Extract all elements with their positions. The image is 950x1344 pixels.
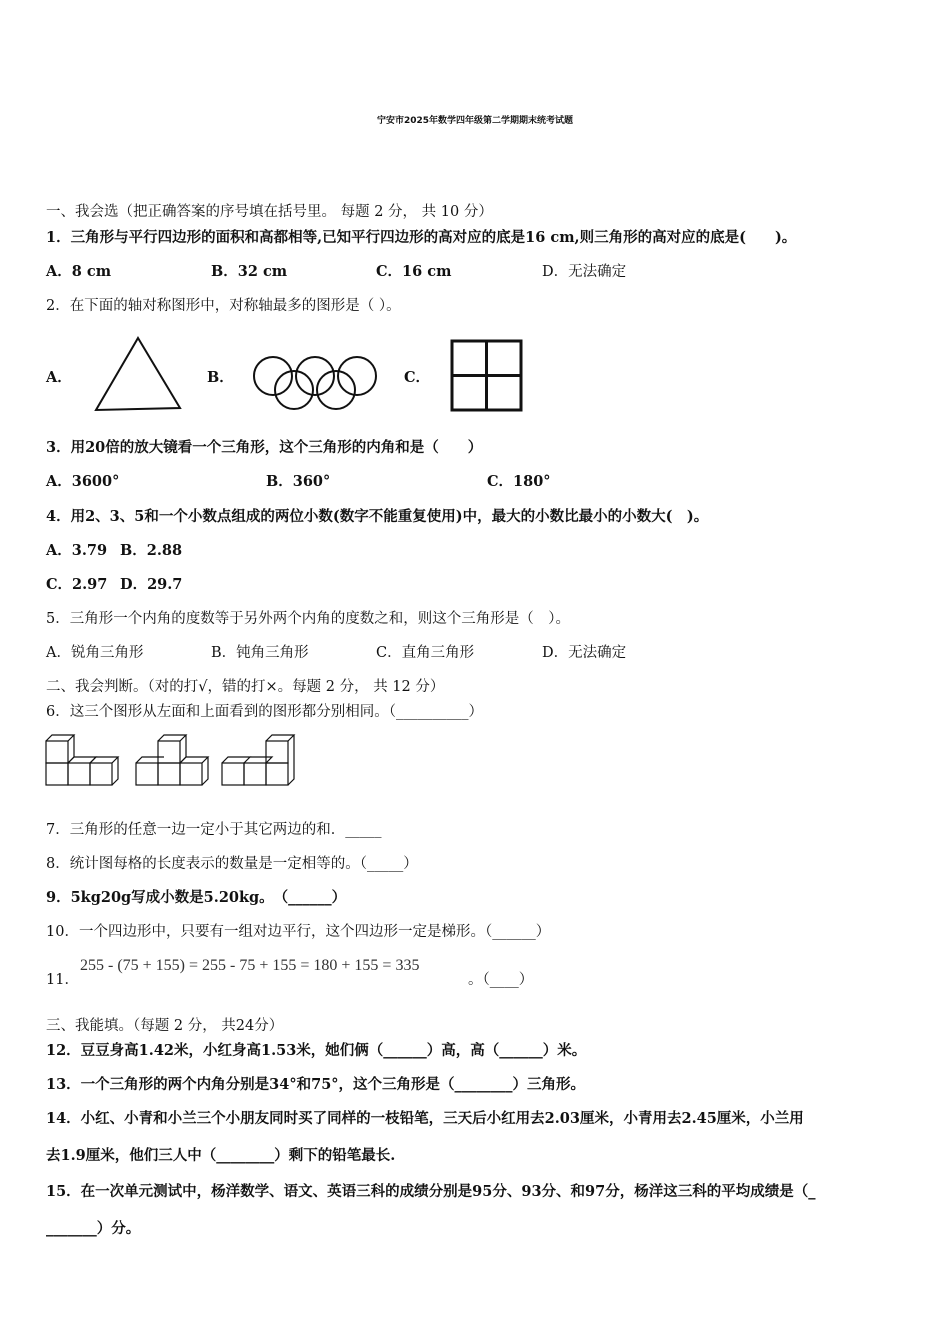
q4-option-a: A．3.79 <box>46 542 108 559</box>
q15-line-2: _______）分。 <box>46 1220 141 1237</box>
q3-option-c: C．180° <box>487 473 551 490</box>
q11-formula: 255 - (75 + 155) = 255 - 75 + 155 = 180 + 155 = 335 <box>80 957 420 974</box>
page-title: 宁安市2025年数学四年级第二学期期末统考试题 <box>376 116 574 126</box>
q5-option-c: C．直角三角形 <box>376 645 475 661</box>
q15-line-1: 15．在一次单元测试中，杨洋数学、语文、英语三科的成绩分别是95分、93分、和97分，杨洋这三科的平均成绩是（_ <box>46 1183 816 1200</box>
section-1-heading: 一、我会选（把正确答案的序号填在括号里。 每题 2 分， 共 10 分） <box>46 204 493 220</box>
q5-stem: 5．三角形一个内角的度数等于另外两个内角的度数之和，则这个三角形是（ ）。 <box>46 611 570 627</box>
q8-stem: 8．统计图每格的长度表示的数量是一定相等的。（_____） <box>46 856 418 872</box>
q7-stem: 7．三角形的任意一边一定小于其它两边的和．_____ <box>46 822 382 838</box>
q6-stem: 6．这三个图形从左面和上面看到的图形都分别相同。（__________） <box>46 704 483 720</box>
q11-number: 11． <box>46 972 79 988</box>
q1-option-c: C．16 cm <box>376 263 452 280</box>
q13-stem: 13．一个三角形的两个内角分别是34°和75°，这个三角形是（________）三角形。 <box>46 1076 586 1093</box>
q4-option-c: C．2.97 <box>46 576 108 593</box>
q14-line-1: 14．小红、小青和小兰三个小朋友同时买了同样的一枝铅笔，三天后小红用去2.03厘米，小青用去2.45厘米，小兰用 <box>46 1110 804 1127</box>
q3-option-a: A．3600° <box>46 473 120 490</box>
section-2-heading: 二、我会判断。（对的打√，错的打×。每题 2 分， 共 12 分） <box>46 679 445 695</box>
q4-option-d: D．29.7 <box>120 576 183 593</box>
triangle-figure <box>92 334 184 414</box>
q2-label-a: A． <box>46 369 72 386</box>
q3-option-b: B．360° <box>266 473 331 490</box>
square-grid-figure <box>450 339 524 413</box>
q1-option-a: A．8 cm <box>46 263 112 280</box>
q1-stem: 1．三角形与平行四边形的面积和高都相等,已知平行四边形的高对应的底是16 cm,则三角形的高对应的底是( )。 <box>46 229 797 246</box>
q11-tail: 。（____） <box>468 972 534 988</box>
q1-option-b: B．32 cm <box>211 263 288 280</box>
q2-stem: 2．在下面的轴对称图形中，对称轴最多的图形是（ ）。 <box>46 298 401 314</box>
q2-label-b: B． <box>207 369 234 386</box>
q4-stem: 4．用2、3、5和一个小数点组成的两位小数(数字不能重复使用)中，最大的小数比最小的小数大( )。 <box>46 508 709 525</box>
q9-stem: 9．5kg20g写成小数是5.20kg。 （______） <box>46 889 347 906</box>
q5-option-b: B．钝角三角形 <box>211 645 309 661</box>
q1-option-d: D．无法确定 <box>542 264 627 280</box>
q3-stem: 3．用20倍的放大镜看一个三角形，这个三角形的内角和是（ ） <box>46 439 483 456</box>
q12-stem: 12．豆豆身高1.42米，小红身高1.53米，她们俩（______）高，高（______）米。 <box>46 1042 587 1059</box>
q5-option-a: A．锐角三角形 <box>46 645 144 661</box>
q4-option-b: B．2.88 <box>120 542 183 559</box>
section-3-heading: 三、我能填。（每题 2 分， 共24分） <box>46 1018 284 1034</box>
olympic-rings-figure <box>251 354 381 412</box>
q14-line-2: 去1.9厘米，他们三人中（________）剩下的铅笔最长. <box>46 1147 396 1164</box>
q2-label-c: C． <box>404 369 431 386</box>
cube-figures <box>44 733 304 789</box>
q10-stem: 10．一个四边形中，只要有一组对边平行，这个四边形一定是梯形。（______） <box>46 924 551 940</box>
q5-option-d: D．无法确定 <box>542 645 627 661</box>
